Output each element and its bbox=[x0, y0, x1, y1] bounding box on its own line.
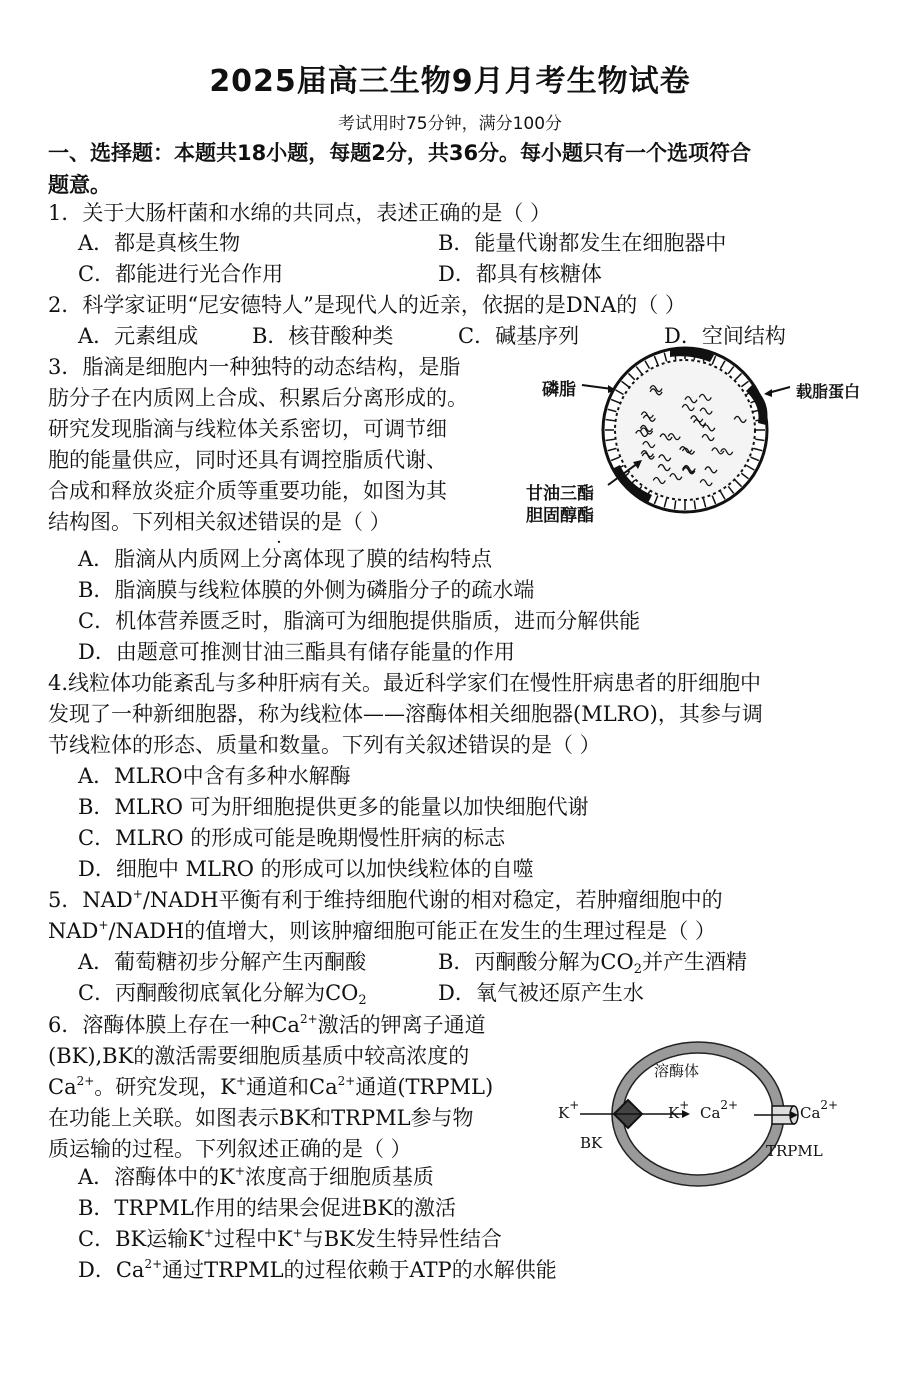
q5-co2-sub: 2 bbox=[633, 962, 642, 977]
lysosome-figure bbox=[552, 1030, 852, 1190]
q4-option-d: D．细胞中 MLRO 的形成可以加快线粒体的自噬 bbox=[78, 857, 534, 881]
q3-option-a: A．脂滴从内质网上分离体现了膜的结构特点 bbox=[78, 547, 493, 571]
q5-option-c-text: C．丙酮酸彻底氧化分解为CO bbox=[78, 981, 359, 1005]
k-symbol: K bbox=[558, 1104, 570, 1122]
label-lysosome: 溶酶体 bbox=[654, 1062, 700, 1080]
q6-option-c-sup-2: + bbox=[292, 1226, 303, 1240]
label-trpml: TRPML bbox=[766, 1142, 823, 1160]
lipid-droplet-figure bbox=[520, 345, 860, 525]
q3-stem-tail: 的是（ ） bbox=[300, 510, 391, 534]
q1-option-a: A．都是真核生物 bbox=[78, 231, 241, 255]
label-k-inside bbox=[668, 1098, 690, 1122]
phospholipid-pointer bbox=[582, 385, 612, 389]
q5-nad-text-2: NAD bbox=[48, 919, 99, 943]
q5-option-c bbox=[78, 978, 367, 1008]
k-charge: + bbox=[569, 1098, 580, 1112]
ca-symbol: Ca bbox=[700, 1104, 721, 1122]
q6-text-1: 6．溶酶体膜上存在一种Ca bbox=[48, 1013, 300, 1037]
droplet-inner-membrane bbox=[615, 360, 755, 500]
q2-option-b: B．核苷酸种类 bbox=[252, 324, 394, 348]
q3-option-b: B．脂滴膜与线粒体膜的外侧为磷脂分子的疏水端 bbox=[78, 578, 535, 602]
q3-stem-line-3: 研究发现脂滴与线粒体关系密切，可调节细 bbox=[48, 417, 447, 441]
q6-stem-line-2: (BK),BK的激活需要细胞质基质中较高浓度的 bbox=[48, 1044, 470, 1068]
q6-ca-sup-2: 2+ bbox=[76, 1074, 95, 1088]
q2-option-d: D．空间结构 bbox=[664, 324, 786, 348]
q6-option-c-text: C．BK运输K bbox=[78, 1227, 204, 1251]
exam-info: 考试用时75分钟，满分100分 bbox=[337, 114, 563, 134]
q6-text-3d: 通道(TRPML) bbox=[355, 1075, 494, 1099]
k-charge-2: + bbox=[679, 1098, 690, 1112]
q3-stem-line-4: 胞的能量供应，同时还具有调控脂质代谢、 bbox=[48, 448, 447, 472]
q5-stem-text-2: /NADH的值增大，则该肿瘤细胞可能正在发生的生理过程是（ ） bbox=[108, 919, 716, 943]
q5-option-d: D．氧气被还原产生水 bbox=[438, 981, 644, 1005]
q6-text-3c: 通道和Ca bbox=[246, 1075, 338, 1099]
label-phospholipid: 磷脂 bbox=[542, 380, 576, 400]
q3-stem-line-2: 肪分子在内质网上合成、积累后分离形成的。 bbox=[48, 386, 468, 410]
q6-ca-sup: 2+ bbox=[299, 1012, 318, 1026]
q5-option-a: A．葡萄糖初步分解产生丙酮酸 bbox=[78, 950, 367, 974]
q1-option-b: B．能量代谢都发生在细胞器中 bbox=[438, 231, 727, 255]
section-heading bbox=[48, 137, 860, 201]
q2-option-c: C．碱基序列 bbox=[458, 324, 580, 348]
q6-option-d-text: D．Ca bbox=[78, 1258, 145, 1282]
q6-option-a-sup: + bbox=[234, 1164, 245, 1178]
q5-stem-line-2 bbox=[48, 916, 716, 946]
q1-option-d: D．都具有核糖体 bbox=[438, 262, 602, 286]
q5-plus-sup-2: + bbox=[98, 918, 109, 932]
q4-stem-line-1: 4.线粒体功能紊乱与多种肝病有关。最近科学家们在慢性肝病患者的肝细胞中 bbox=[48, 671, 762, 695]
q3-option-c: C．机体营养匮乏时，脂滴可为细胞提供脂质，进而分解供能 bbox=[78, 609, 641, 633]
q6-text-3b: 。研究发现，K bbox=[94, 1075, 236, 1099]
q3-stem-line-6 bbox=[48, 507, 391, 537]
q3-stem-text: 结构图。下列相关叙述 bbox=[48, 510, 258, 534]
label-ca-outside bbox=[800, 1098, 839, 1122]
q4-stem-line-3: 节线粒体的形态、质量和数量。下列有关叙述错误的是（ ） bbox=[48, 733, 601, 757]
q6-option-a-text: A．溶酶体中的K bbox=[78, 1165, 235, 1189]
label-k-outside bbox=[558, 1098, 580, 1122]
q2-option-a: A．元素组成 bbox=[78, 324, 199, 348]
q6-text-1b: 激活的钾离子通道 bbox=[317, 1013, 486, 1037]
q5-option-b bbox=[438, 947, 747, 977]
q6-option-b: B．TRPML作用的结果会促进BK的激活 bbox=[78, 1196, 456, 1220]
q6-option-d-tail: 通过TRPML的过程依赖于ATP的水解供能 bbox=[162, 1258, 557, 1282]
q3-stem-line-5: 合成和释放炎症介质等重要功能，如图为其 bbox=[48, 479, 447, 503]
q5-stem-line-1 bbox=[48, 885, 723, 915]
q5-nad-text: 5．NAD bbox=[48, 888, 133, 912]
q6-option-c-tail: 与BK发生特异性结合 bbox=[302, 1227, 502, 1251]
q6-stem-line-1 bbox=[48, 1010, 486, 1040]
q3-stem-line-1: 3．脂滴是细胞内一种独特的动态结构，是脂 bbox=[48, 355, 461, 379]
ca-charge: 2+ bbox=[720, 1098, 739, 1112]
q4-option-b: B．MLRO 可为肝细胞提供更多的能量以加快细胞代谢 bbox=[78, 795, 589, 819]
q6-ca-sup-3: 2+ bbox=[337, 1074, 356, 1088]
q6-option-c-sup: + bbox=[203, 1226, 214, 1240]
label-apolipoprotein: 载脂蛋白 bbox=[796, 382, 861, 401]
q6-stem-line-5: 质运输的过程。下列叙述正确的是（ ） bbox=[48, 1137, 412, 1161]
q6-option-a-tail: 浓度高于细胞质基质 bbox=[244, 1165, 434, 1189]
protein-arrowhead bbox=[764, 389, 772, 397]
q3-option-d: D．由题意可推测甘油三酯具有储存能量的作用 bbox=[78, 640, 515, 664]
label-triglyceride: 甘油三酯 bbox=[526, 484, 594, 504]
ca-symbol-2: Ca bbox=[800, 1104, 821, 1122]
q6-k-sup: + bbox=[236, 1074, 247, 1088]
k-symbol-2: K bbox=[668, 1104, 680, 1122]
q6-option-a bbox=[78, 1162, 434, 1192]
label-bk: BK bbox=[580, 1134, 603, 1152]
q6-ca-text: Ca bbox=[48, 1075, 77, 1099]
q3-emphasis-word: 错误 bbox=[258, 510, 300, 534]
q2-stem: 2．科学家证明“尼安德特人”是现代人的近亲，依据的是DNA的（ ） bbox=[48, 293, 686, 317]
q4-option-a: A．MLRO中含有多种水解酶 bbox=[78, 764, 351, 788]
section-line-2: 题意。 bbox=[48, 173, 111, 197]
section-line-1: 一、选择题：本题共18小题，每题2分，共36分。每小题只有一个选项符合 bbox=[48, 141, 752, 165]
q6-option-c bbox=[78, 1224, 502, 1254]
q6-option-c-mid: 过程中K bbox=[213, 1227, 293, 1251]
q4-stem-line-2: 发现了一种新细胞器，称为线粒体——溶酶体相关细胞器(MLRO)，其参与调 bbox=[48, 702, 763, 726]
q6-option-d bbox=[78, 1255, 557, 1285]
ca-charge-2: 2+ bbox=[820, 1098, 839, 1112]
q5-plus-sup: + bbox=[132, 887, 143, 901]
q6-stem-line-4: 在功能上关联。如图表示BK和TRPML参与物 bbox=[48, 1106, 474, 1130]
q5-option-b-text: B．丙酮酸分解为CO bbox=[438, 950, 634, 974]
q5-stem-text-1: /NADH平衡有利于维持细胞代谢的相对稳定，若肿瘤细胞中的 bbox=[142, 888, 723, 912]
q6-stem-line-3 bbox=[48, 1072, 493, 1102]
label-ca-inside bbox=[700, 1098, 739, 1122]
q5-co2-sub-2: 2 bbox=[358, 993, 367, 1008]
q5-option-b-tail: 并产生酒精 bbox=[642, 950, 747, 974]
q1-option-c: C．都能进行光合作用 bbox=[78, 262, 284, 286]
q4-option-c: C．MLRO 的形成可能是晚期慢性肝病的标志 bbox=[78, 826, 506, 850]
q6-option-d-sup: 2+ bbox=[144, 1257, 163, 1271]
q1-stem: 1．关于大肠杆菌和水绵的共同点，表述正确的是（ ） bbox=[48, 201, 552, 225]
label-cholesterol-ester: 胆固醇酯 bbox=[526, 506, 594, 526]
page-title: 2025届高三生物9月月考生物试卷 bbox=[209, 64, 691, 99]
